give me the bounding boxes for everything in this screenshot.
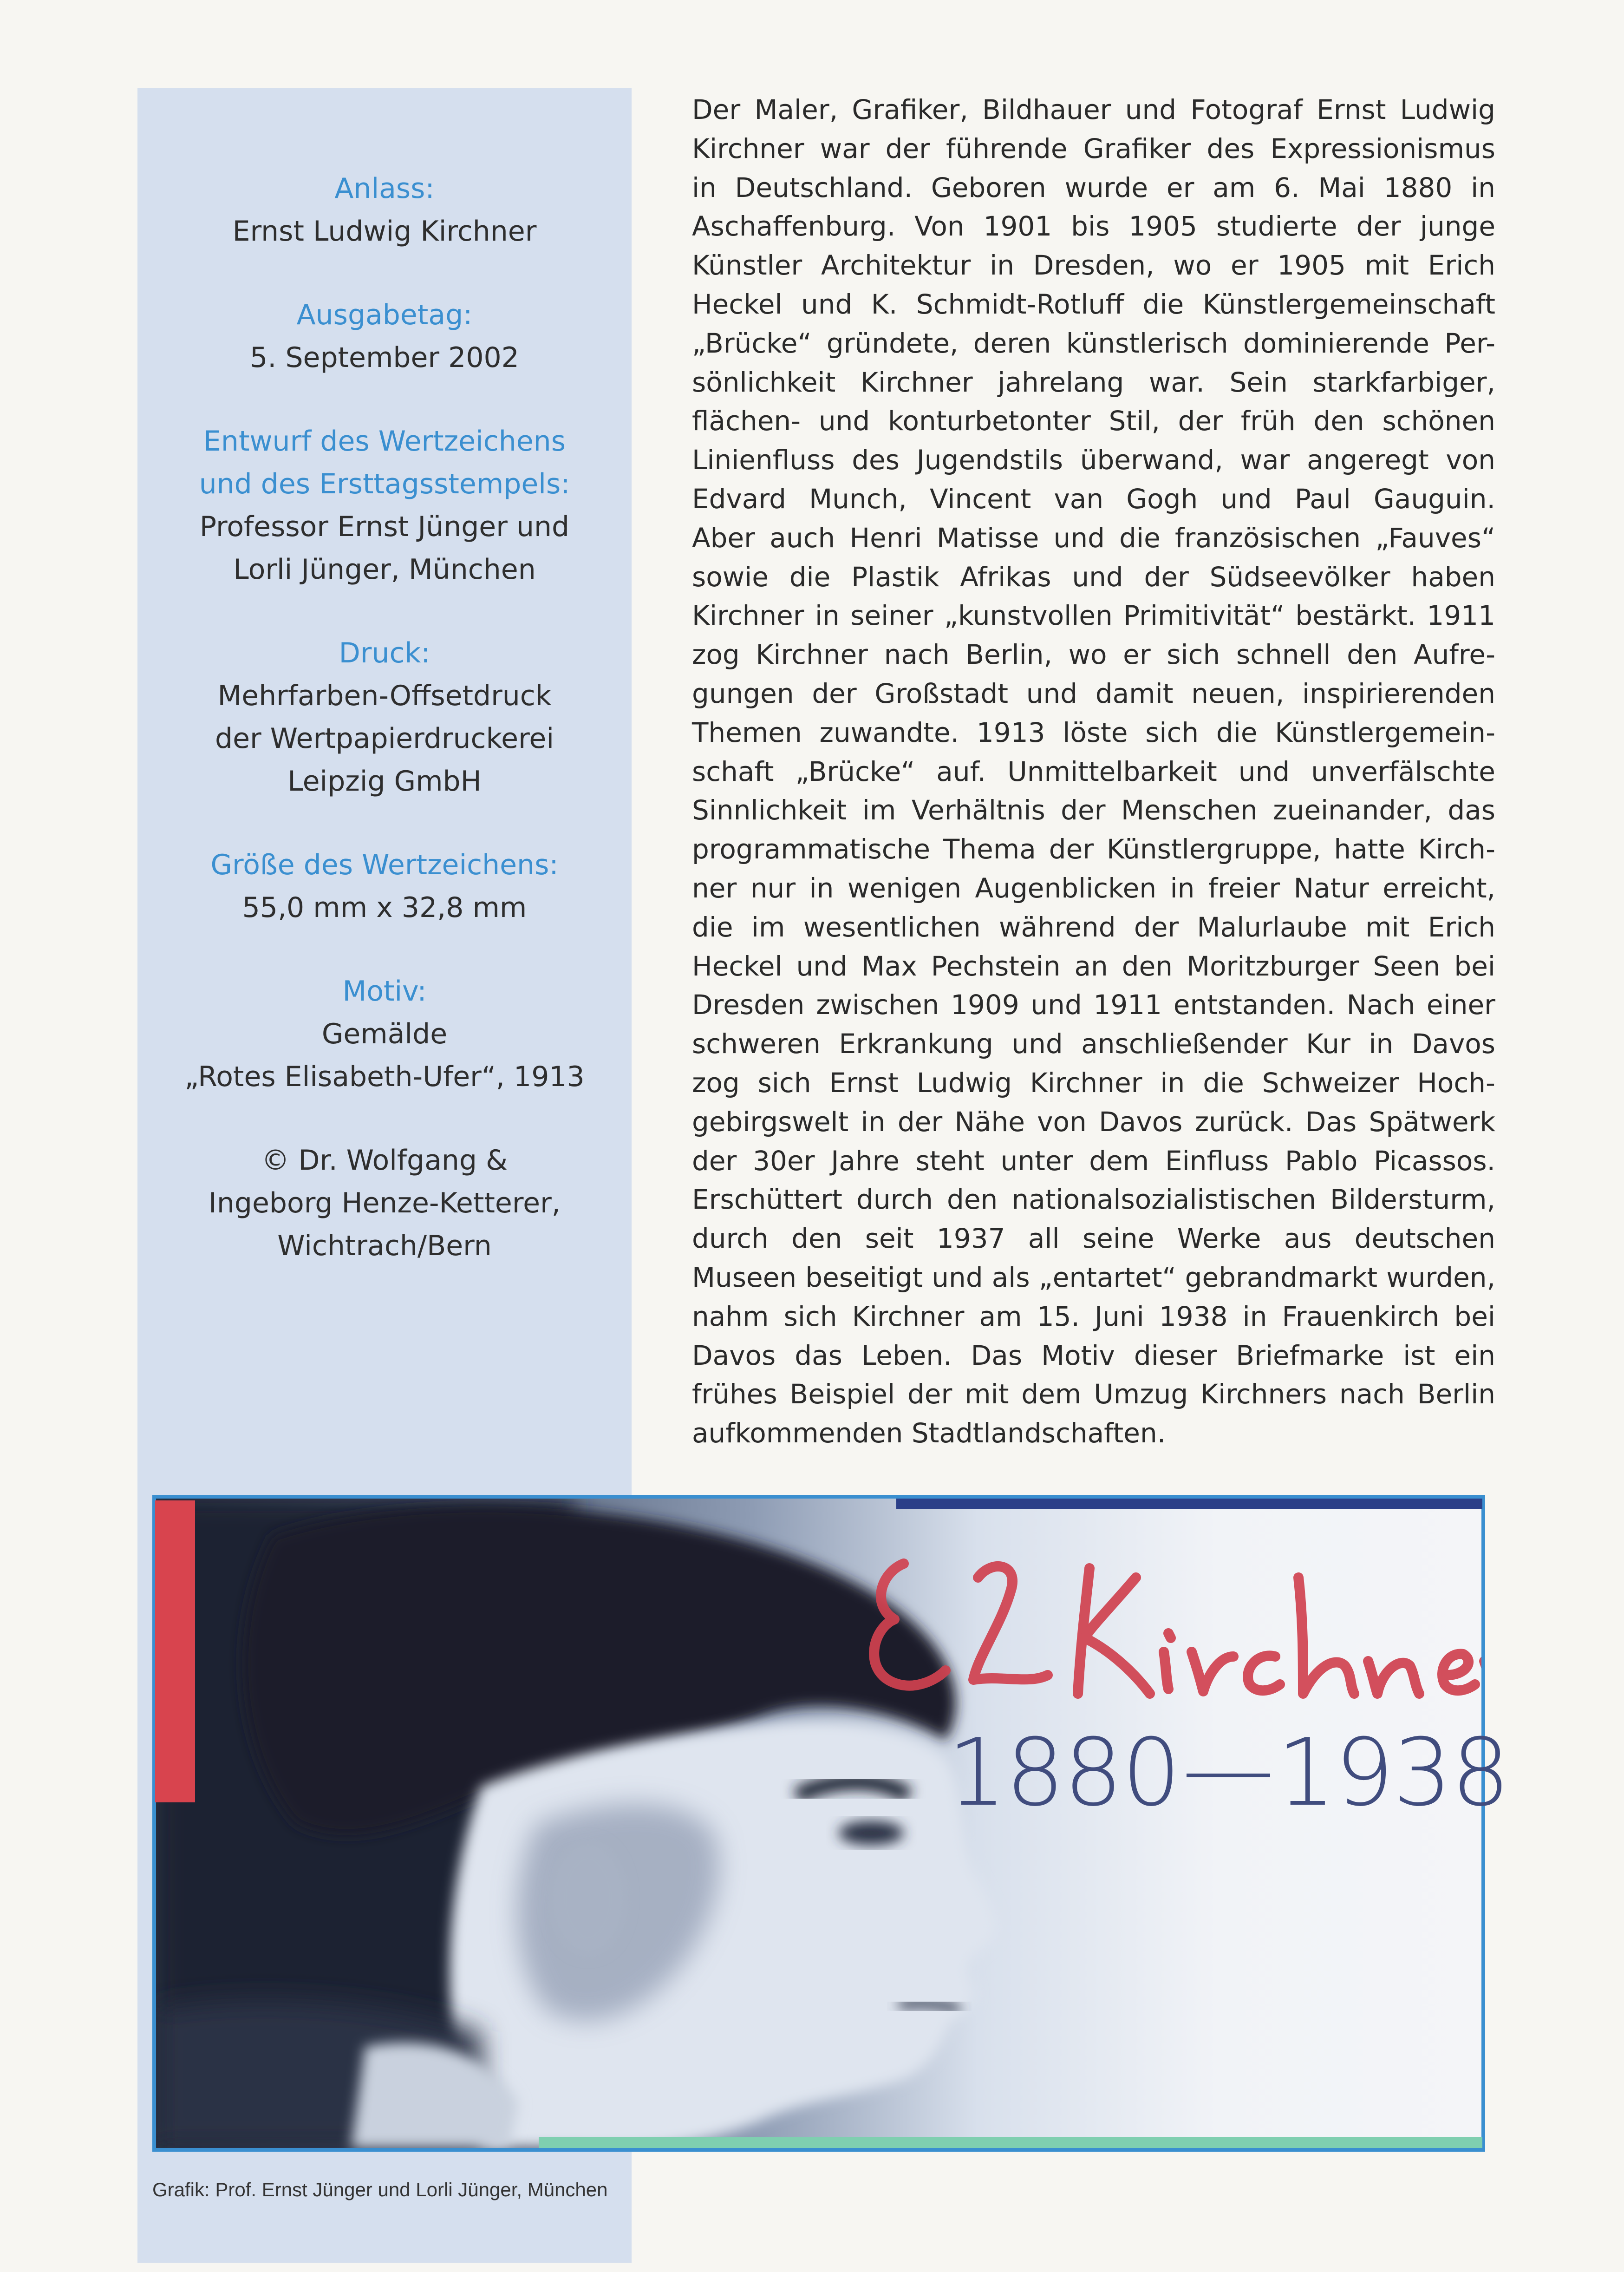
body-line: Edvard Munch, Vincent van Gogh und Paul Gauguin. [692, 483, 1495, 515]
body-line: programmatische Thema der Künstlergruppe, hatte Kirch- [692, 833, 1495, 865]
info-value: 5. September 2002 [250, 341, 519, 374]
info-group [137, 970, 632, 1098]
body-line: der 30er Jahre steht unter dem Einfluss Pablo Picassos. [692, 1145, 1495, 1177]
body-line: Linienfluss des Jugendstils überwand, war angeregt von [692, 444, 1495, 476]
body-line: die im wesentlichen während der Malurlaube mit Erich [692, 911, 1495, 943]
year-start: 1880 [947, 1719, 1180, 1827]
stamp-info-panel [137, 167, 632, 1308]
info-label: Anlass: [334, 172, 435, 205]
body-line: Sinnlichkeit im Verhältnis der Menschen zueinander, das [692, 794, 1495, 826]
body-line: schaft „Brücke“ auf. Unmittelbarkeit und unverfälschte [692, 755, 1495, 787]
info-group [137, 294, 632, 379]
body-line: durch den seit 1937 all seine Werke aus deutschen [692, 1223, 1495, 1255]
info-value: Ernst Ludwig Kirchner [232, 215, 537, 248]
info-label: Größe des Wertzeichens: [210, 849, 559, 881]
body-line: zog sich Ernst Ludwig Kirchner in die Schweizer Hoch- [692, 1067, 1495, 1099]
body-line: „Brücke“ gründete, deren künstlerisch dominierende Per- [692, 327, 1495, 359]
life-years [947, 1719, 1509, 1827]
body-line: Künstler Architektur in Dresden, wo er 1905 mit Erich [692, 249, 1495, 282]
info-group [137, 1139, 632, 1267]
info-value: Wichtrach/Bern [277, 1230, 492, 1262]
info-value: Gemälde [321, 1018, 448, 1050]
red-accent-bar [155, 1500, 195, 1802]
info-group [137, 844, 632, 929]
body-line: gungen der Großstadt und damit neuen, inspirierenden [692, 677, 1495, 709]
info-value: Lorli Jünger, München [233, 553, 536, 586]
body-line: Heckel und Max Pechstein an den Moritzburger Seen bei [692, 950, 1495, 982]
signature-e-l-kirchner [874, 1564, 1481, 1694]
green-accent-bar [539, 2137, 1482, 2148]
info-label: Ausgabetag: [296, 299, 473, 331]
info-group [137, 632, 632, 803]
year-end: 1938 [1276, 1719, 1509, 1827]
body-line: frühes Beispiel der mit dem Umzug Kirchners nach Berlin [692, 1378, 1495, 1410]
info-value: „Rotes Elisabeth-Ufer“, 1913 [184, 1061, 585, 1093]
info-group [137, 167, 632, 253]
info-value: Professor Ernst Jünger und [199, 511, 570, 543]
info-value: der Wertpapierdruckerei [215, 722, 554, 755]
graphic-credit: Grafik: Prof. Ernst Jünger und Lorli Jünger, München [152, 2179, 608, 2200]
body-line: flächen- und konturbetonter Stil, der früh den schönen [692, 405, 1495, 437]
body-line: Museen beseitigt und als „entartet“ gebrandmarkt wurden, [692, 1261, 1495, 1293]
body-line: sowie die Plastik Afrikas und der Südseevölker haben [692, 561, 1495, 593]
body-line: zog Kirchner nach Berlin, wo er sich schnell den Aufre- [692, 639, 1495, 671]
body-line: Der Maler, Grafiker, Bildhauer und Fotograf Ernst Ludwig [692, 94, 1495, 125]
body-line: in Deutschland. Geboren wurde er am 6. Mai 1880 in [692, 171, 1495, 203]
info-value: Mehrfarben-Offsetdruck [217, 680, 552, 712]
body-line: Heckel und K. Schmidt-Rotluff die Künstlergemeinschaft [692, 288, 1495, 320]
body-line: Erschüttert durch den nationalsozialistischen Bildersturm, [692, 1184, 1495, 1216]
info-value: 55,0 mm x 32,8 mm [242, 891, 527, 924]
info-value: Leipzig GmbH [287, 765, 482, 798]
body-line: sönlichkeit Kirchner jahrelang war. Sein starkfarbiger, [692, 366, 1495, 398]
info-label: Motiv: [342, 975, 427, 1008]
body-line: Aschaffenburg. Von 1901 bis 1905 studierte der junge [692, 210, 1495, 242]
body-line: schweren Erkrankung und anschließender Kur in Davos [692, 1028, 1495, 1060]
year-dash [1187, 1774, 1270, 1777]
body-line: Themen zuwandte. 1913 löste sich die Künstlergemein- [692, 716, 1495, 748]
body-line: Kirchner war der führende Grafiker des Expressionismus [692, 132, 1495, 164]
body-line: Kirchner in seiner „kunstvollen Primitivität“ bestärkt. 1911 [692, 600, 1495, 632]
body-line: nahm sich Kirchner am 15. Juni 1938 in Frauenkirch bei [692, 1300, 1495, 1332]
info-label: und des Ersttagsstempels: [199, 468, 570, 500]
body-line: Dresden zwischen 1909 und 1911 entstanden. Nach einer [692, 989, 1495, 1021]
biography-text [692, 91, 1495, 1453]
body-line: aufkommenden Stadtlandschaften. [692, 1417, 1166, 1449]
info-value: © Dr. Wolfgang & [261, 1144, 508, 1177]
body-line: ner nur in wenigen Augenblicken in freier Natur erreicht, [692, 872, 1495, 904]
body-line: Davos das Leben. Das Motiv dieser Briefmarke ist ein [692, 1339, 1495, 1371]
info-group [137, 420, 632, 591]
body-line: Aber auch Henri Matisse und die französischen „Fauves“ [692, 522, 1495, 554]
info-label: Entwurf des Wertzeichens [203, 425, 566, 458]
navy-accent-bar [896, 1499, 1482, 1509]
info-value: Ingeborg Henze-Ketterer, [209, 1187, 561, 1219]
body-line: gebirgswelt in der Nähe von Davos zurück. Das Spätwerk [692, 1106, 1495, 1138]
info-label: Druck: [339, 637, 430, 669]
